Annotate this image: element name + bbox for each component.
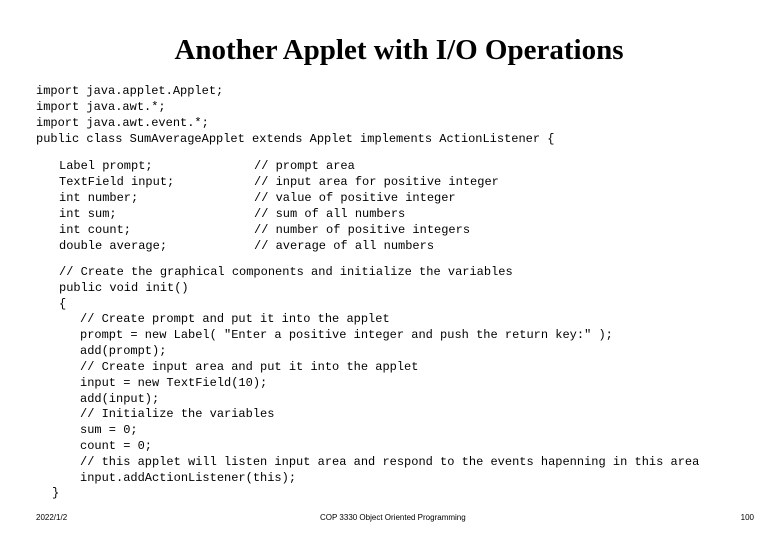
footer-page-number: 100 xyxy=(740,513,754,522)
code-declaration-comments: // prompt area // input area for positive integer // value of positive integer // sum of all numbers // number of positive integers // average of all numbers xyxy=(254,159,499,253)
code-init-header: // Create the graphical components and initialize the variables public void init() { xyxy=(59,265,513,311)
footer-course: COP 3330 Object Oriented Programming xyxy=(320,513,466,522)
slide-title: Another Applet with I/O Operations xyxy=(174,34,624,66)
code-init-body: // Create prompt and put it into the applet prompt = new Label( "Enter a positive integer and push the return key:" ); add(prompt); // Create input area and put it into the applet input = new TextField(10); add(input); // Initialize the variables sum = 0; count = 0; // this applet will listen input area and respond to the events hapenning in this area input.addActionListener(this); xyxy=(80,312,700,486)
footer-date: 2022/1/2 xyxy=(36,513,68,522)
code-header: import java.applet.Applet; import java.awt.*; import java.awt.event.*; public class SumAverageApplet extends Applet implements ActionListener { xyxy=(36,84,555,146)
code-closing-brace: } xyxy=(52,486,60,500)
code-declarations: Label prompt; TextField input; int number; int sum; int count; double average; xyxy=(59,159,175,253)
